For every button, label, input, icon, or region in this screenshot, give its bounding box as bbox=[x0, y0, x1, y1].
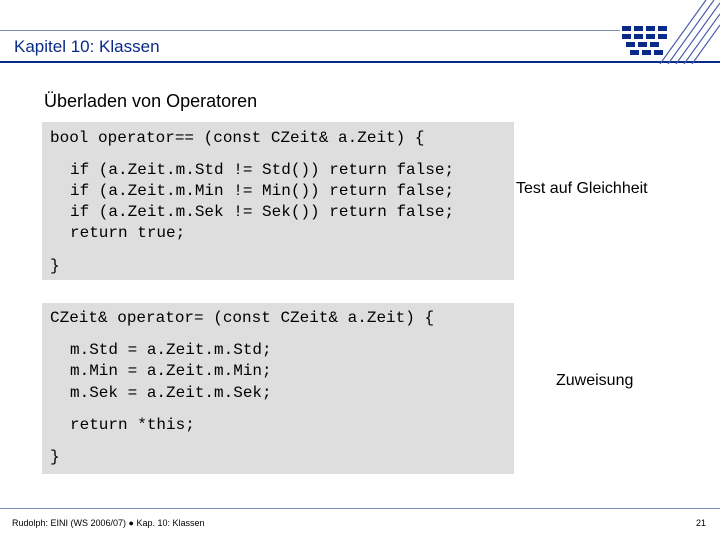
footer-text: Rudolph: EINI (WS 2006/07) ● Kap. 10: Klassen bbox=[12, 518, 205, 528]
university-logo-icon bbox=[616, 0, 720, 64]
header-top-rule bbox=[0, 30, 620, 31]
code-line: m.Min = a.Zeit.m.Min; bbox=[70, 362, 272, 380]
chapter-title: Kapitel 10: Klassen bbox=[14, 37, 160, 56]
code-block-assignment bbox=[42, 303, 514, 474]
code-line: m.Std = a.Zeit.m.Std; bbox=[70, 341, 272, 359]
code-line: } bbox=[50, 257, 60, 275]
page-number: 21 bbox=[695, 518, 706, 528]
code-line: CZeit& operator= (const CZeit& a.Zeit) { bbox=[50, 309, 435, 327]
code-line: bool operator== (const CZeit& a.Zeit) { bbox=[50, 129, 425, 147]
code-line: m.Sek = a.Zeit.m.Sek; bbox=[70, 384, 272, 402]
slide-subtitle: Überladen von Operatoren bbox=[44, 91, 258, 111]
header-bottom-rule bbox=[0, 61, 720, 63]
note-equality: Test auf Gleichheit bbox=[516, 180, 648, 197]
code-block-equality bbox=[42, 122, 514, 280]
code-line: } bbox=[50, 448, 60, 466]
code-line: if (a.Zeit.m.Min != Min()) return false; bbox=[70, 182, 455, 200]
code-line: return *this; bbox=[70, 416, 195, 434]
code-line: if (a.Zeit.m.Sek != Sek()) return false; bbox=[70, 203, 455, 221]
code-line: return true; bbox=[70, 224, 186, 242]
note-assignment: Zuweisung bbox=[556, 372, 634, 389]
code-line: if (a.Zeit.m.Std != Std()) return false; bbox=[70, 161, 455, 179]
footer-rule bbox=[0, 508, 720, 509]
